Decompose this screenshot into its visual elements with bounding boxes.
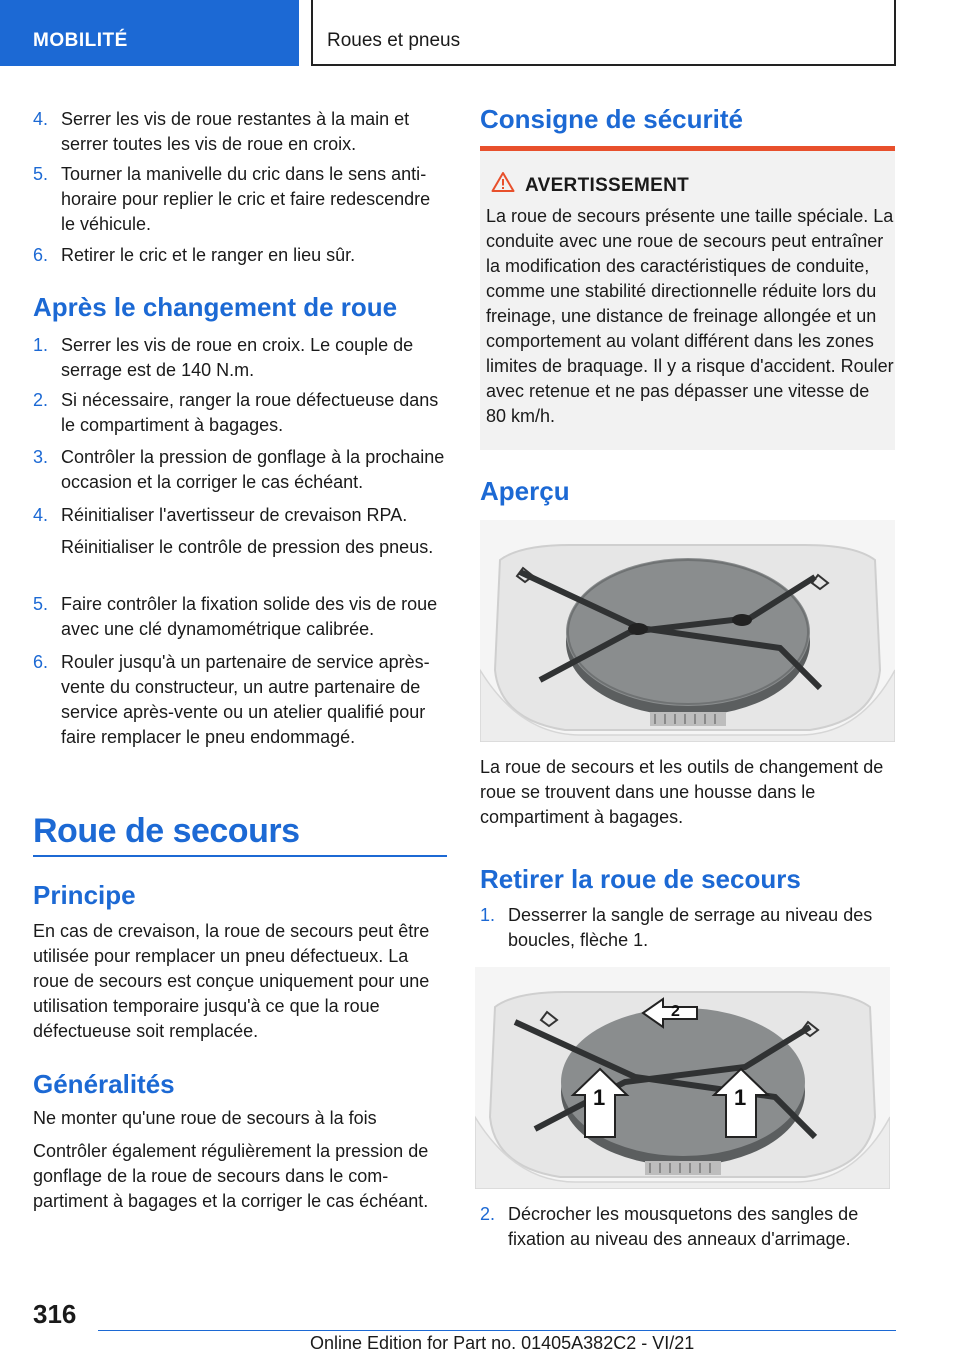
warning-box [480,146,895,450]
footer-rule [98,1330,896,1331]
arrow-label: 1 [734,1085,747,1110]
generalites-text-2: Contrôler également régulièrement la pression de gonflage de la roue de secours dans le compartiment à bagages et la corriger le cas échéant. [33,1141,429,1211]
apercu-heading: Aperçu [480,476,570,506]
section-title: Roue de secours [33,812,300,850]
warning-text: La roue de secours présente une taille spéciale. La conduite avec une roue de secours peut entraîner la modification des caractéristiques de conduite, comme une stabilité directionnelle réduite lors du freinage, une distance de freinage allongée et un comportement au volant différent dans les zones limites de braquage. Il y a risque d'accident. Rouler avec retenue et ne pas dépasser une vitesse de 80 km/h. [486,206,894,426]
retirer-heading: Retirer la roue de secours [480,864,801,894]
chapter-label: Roues et pneus [327,30,461,51]
principe-text: En cas de crevaison, la roue de secours peut être utilisée pour remplacer un pneu défectueux. La roue de secours est conçue uniquement pour une utilisation temporaire jusqu'à ce que la roue défectueuse soit remplacée. [33,921,430,1041]
safety-heading: Consigne de sécurité [480,104,743,134]
trunk-straps-image [475,967,890,1189]
section-tab [0,0,299,66]
page-number: 316 [33,1299,77,1329]
principe-heading: Principe [33,880,136,910]
warning-label: AVERTISSEMENT [525,175,690,196]
trunk-overview-image [480,520,895,742]
arrow-label: 2 [671,1003,680,1020]
generalites-heading: Généralités [33,1069,175,1099]
apercu-caption: La roue de secours et les outils de changement de roue se trouvent dans une housse dans le compartiment à bagages. [480,757,884,827]
after-change-heading: Après le changement de roue [33,292,398,322]
generalites-text-1: Ne monter qu'une roue de secours à la fois [33,1108,377,1128]
section-label: MOBILITÉ [33,30,128,51]
section-rule [33,855,447,857]
warning-triangle-icon [491,171,515,193]
arrow-label: 1 [593,1085,606,1110]
footer-edition: Online Edition for Part no. 01405A382C2 - VI/21 [310,1333,695,1353]
chapter-tab [311,0,896,66]
